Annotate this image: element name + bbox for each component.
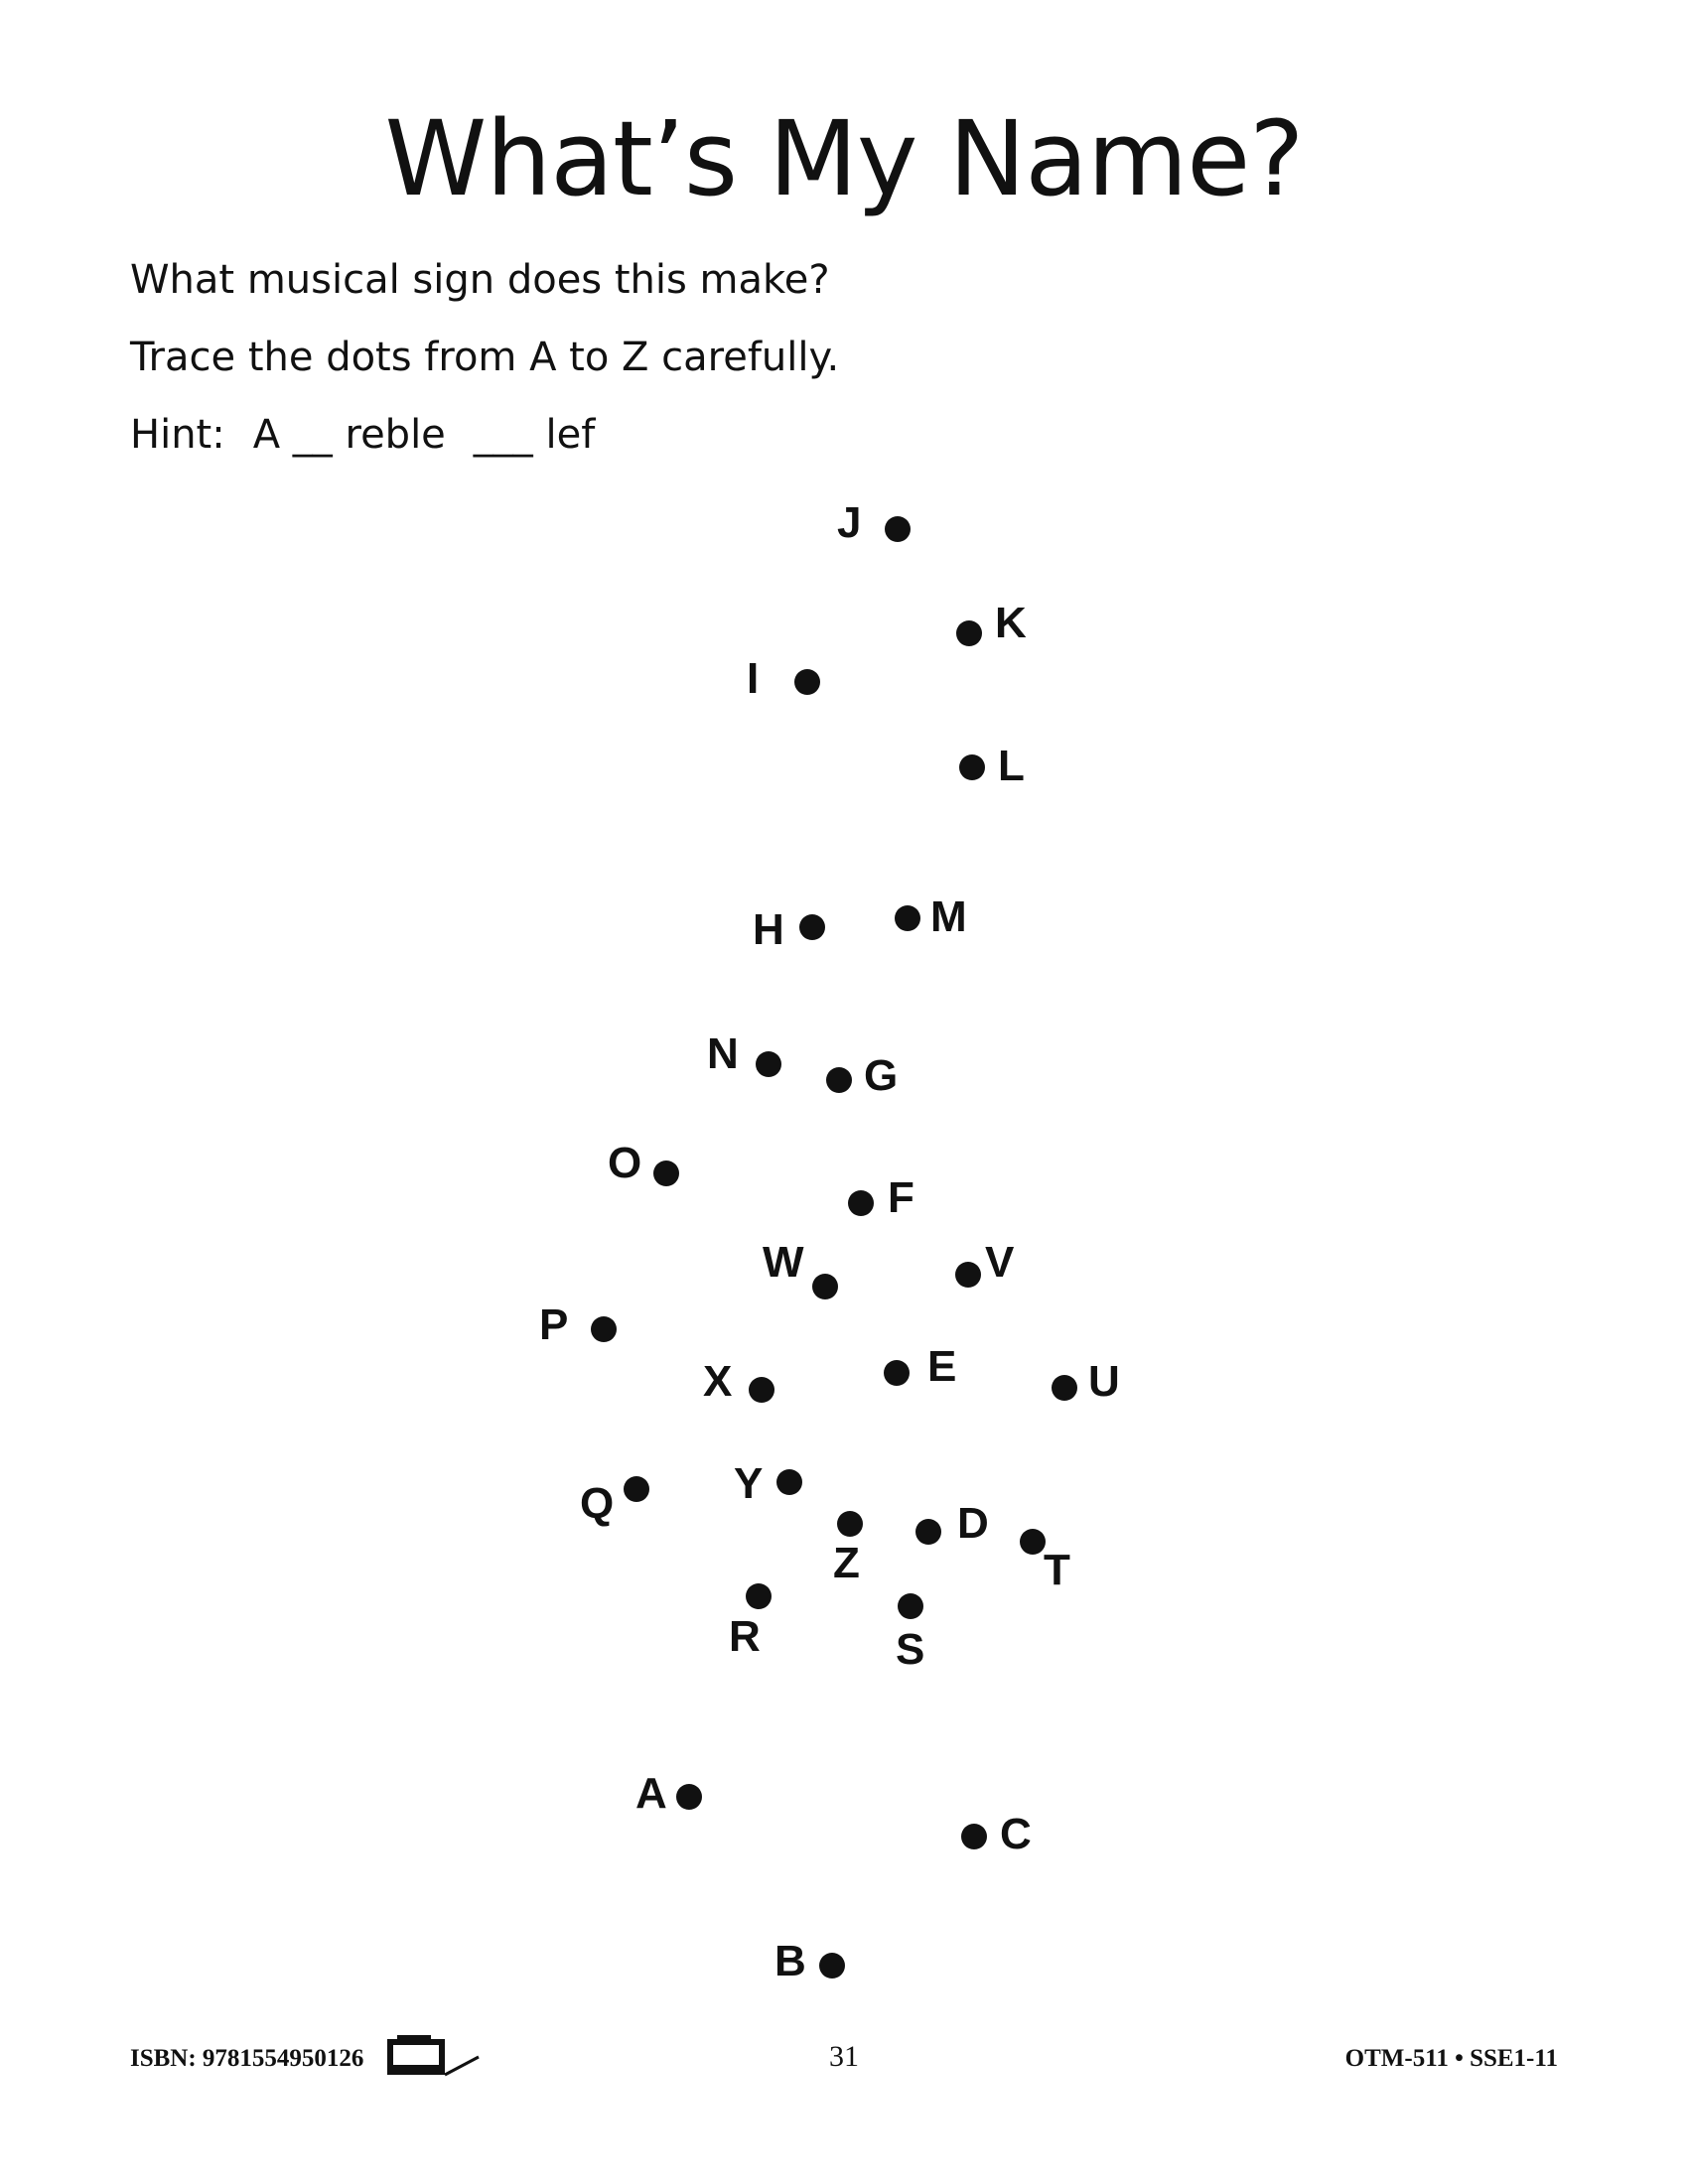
dot-label-u: U <box>1088 1357 1120 1406</box>
dot-label-e: E <box>927 1342 957 1391</box>
dot-n <box>756 1051 781 1077</box>
dot-label-m: M <box>930 892 967 941</box>
dot-label-b: B <box>774 1937 806 1985</box>
dot-label-n: N <box>707 1029 739 1078</box>
dot-label-i: I <box>747 654 760 703</box>
dot-w <box>812 1274 838 1299</box>
dot-r <box>746 1583 772 1609</box>
dot-v <box>955 1262 981 1288</box>
dot-label-z: Z <box>833 1539 860 1587</box>
dot-m <box>895 905 920 931</box>
dot-a <box>676 1784 702 1810</box>
dot-label-p: P <box>539 1300 569 1349</box>
dot-x <box>749 1377 774 1403</box>
dot-label-d: D <box>957 1499 989 1548</box>
dot-o <box>653 1160 679 1186</box>
page-title: What’s My Name? <box>384 98 1304 219</box>
dot-f <box>848 1190 874 1216</box>
dot-label-x: X <box>703 1357 733 1406</box>
dot-label-c: C <box>1000 1810 1032 1858</box>
hint-part-2: ___ lef <box>473 412 596 458</box>
dot-u <box>1052 1375 1077 1401</box>
dot-e <box>884 1360 910 1386</box>
dot-b <box>819 1953 845 1979</box>
dot-g <box>826 1067 852 1093</box>
dot-h <box>799 914 825 940</box>
dot-q <box>624 1476 649 1502</box>
dot-label-k: K <box>995 599 1027 647</box>
dot-label-r: R <box>729 1612 761 1661</box>
dot-label-t: T <box>1044 1546 1070 1594</box>
question-text: What musical sign does this make? <box>130 257 830 303</box>
dot-k <box>956 620 982 646</box>
dot-label-q: Q <box>580 1479 615 1528</box>
dot-z <box>837 1511 863 1537</box>
hint-line <box>130 412 596 458</box>
dot-label-o: O <box>608 1139 642 1187</box>
dot-label-j: J <box>837 498 862 547</box>
dot-label-l: L <box>998 742 1025 790</box>
dot-label-v: V <box>985 1238 1015 1287</box>
dot-t <box>1020 1529 1046 1555</box>
dot-label-f: F <box>888 1173 914 1222</box>
dot-j <box>885 516 911 542</box>
dot-label-w: W <box>763 1238 804 1287</box>
dot-d <box>915 1519 941 1545</box>
dot-label-g: G <box>864 1051 899 1100</box>
dot-label-a: A <box>635 1769 667 1818</box>
dot-s <box>898 1593 923 1619</box>
dot-c <box>961 1824 987 1849</box>
dot-p <box>591 1316 617 1342</box>
dot-l <box>959 754 985 780</box>
hint-label: Hint: <box>130 412 225 458</box>
dot-y <box>776 1469 802 1495</box>
dot-label-y: Y <box>734 1459 764 1508</box>
dot-i <box>794 669 820 695</box>
hint-part-1: A __ reble <box>252 412 446 458</box>
product-code: OTM-511 • SSE1-11 <box>1344 2045 1558 2072</box>
isbn-text: ISBN: 9781554950126 <box>130 2045 364 2072</box>
instruction-text: Trace the dots from A to Z carefully. <box>130 335 840 380</box>
dot-label-s: S <box>896 1625 925 1674</box>
page-number: 31 <box>829 2040 859 2073</box>
dot-label-h: H <box>753 905 784 954</box>
